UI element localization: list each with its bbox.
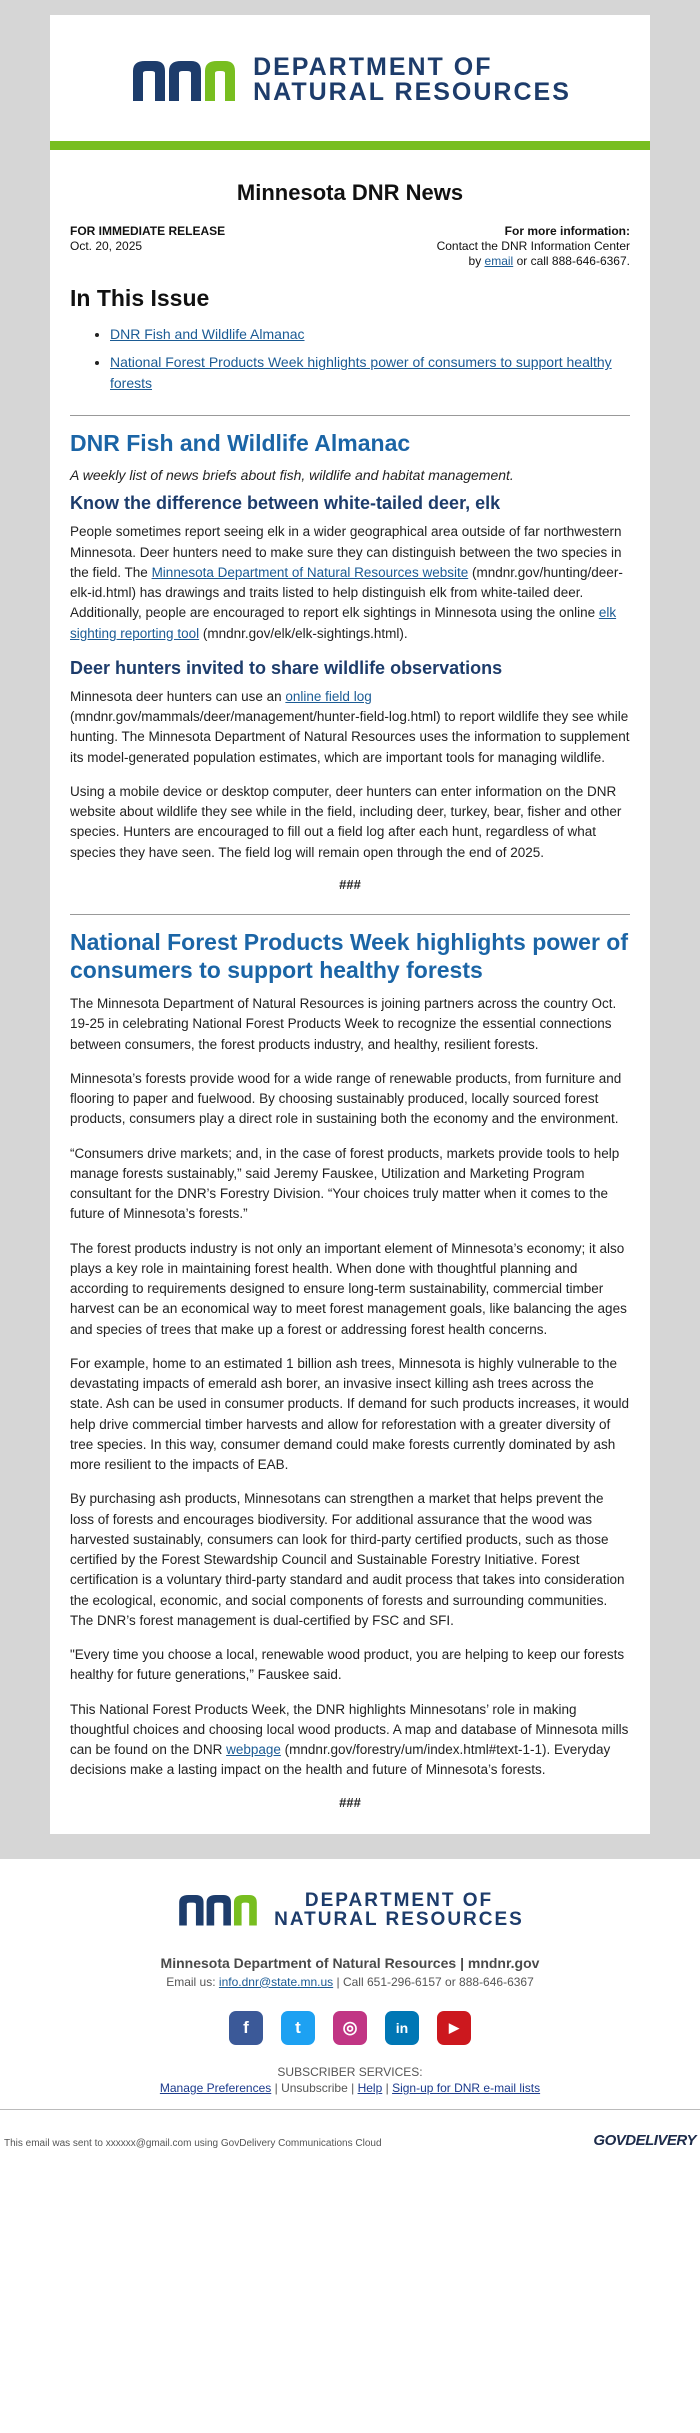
newsletter-title: Minnesota DNR News [236, 180, 464, 205]
footer [0, 1859, 700, 2149]
story2-paragraph-2: Using a mobile device or desktop computer, deer hunters can enter information on the DNR website about wildlife they see while in the field, including deer, turkey, bear, fisher and other species. Hunters are encouraged to fill out a field log after each hunt, regardless of what species they have seen. The field log will remain open through the end of 2025. [70, 783, 622, 860]
release-left [70, 224, 225, 269]
logo-line1: DEPARTMENT OF [253, 53, 493, 81]
logo-line2: NATURAL RESOURCES [253, 78, 571, 106]
logo-wordmark [253, 55, 571, 105]
release-date: Oct. 20, 2025 [70, 239, 143, 253]
info-label: For more information: [504, 224, 630, 238]
mills-webpage-link[interactable]: webpage [226, 1742, 281, 1758]
facebook-icon[interactable]: f [229, 2011, 263, 2045]
divider [70, 914, 630, 915]
toc-item [110, 352, 630, 393]
info-phone: or call 888-646-6367. [516, 254, 630, 268]
unsubscribe-link[interactable]: Unsubscribe [281, 2080, 348, 2095]
release-info [70, 224, 630, 269]
story2-paragraph-1: Minnesota deer hunters can use an online field log (mndnr.gov/mammals/deer/management/hunter-field-log.html) to report wildlife they see while hunting. The Minnesota Department of Natural Resources uses the information to supplement its model-generated population estimates, which are important tools for managing wildlife. [70, 688, 630, 765]
header-logo [50, 15, 650, 141]
social-links [0, 2011, 700, 2045]
forest-paragraph-last: This National Forest Products Week, the DNR highlights Minnesotans’ role in making thoughtful choices and choosing local wood products. A map and database of Minnesota mills can be found on the DNR webpage (mndnr.gov/forestry/um/index.html#text-1-1). Everyday decisions make a lasting impact on the health and future of Minnesota’s forests. [70, 1701, 629, 1778]
main-content [50, 150, 650, 1834]
forest-paragraph: For example, home to an estimated 1 billion ash trees, Minnesota is highly vulnerable to the devastating impacts of emerald ash borer, an invasive insect killing ash trees across the state. Ash can be used in consumer products. If demand for such products increases, it would help drive commercial timber harvests and allow for reforestation with a greater diversity of tree species. In this way, consumer demand could make forests currently dominated by ash more resilient to the impacts of EAB. [70, 1355, 630, 1473]
toc-link-almanac[interactable]: DNR Fish and Wildlife Almanac [110, 326, 305, 342]
forest-paragraph: The forest products industry is not only an important element of Minnesota’s economy; it also plays a key role in maintaining forest health. When done with thoughtful planning and according to requirements designed to ensure long-term sustainability, commercial timber harvest can be an economical way to meet forest management goals, like balancing the ages and species of trees that make up a forest or addressing forest health concerns. [70, 1240, 627, 1337]
info-by: by [468, 254, 482, 268]
end-mark: ### [339, 876, 361, 892]
subscriber-links: Manage Preferences | Unsubscribe | Help | Sign-up for DNR e-mail lists [159, 2080, 541, 2095]
logo-wordmark: DEPARTMENT OF NATURAL RESOURCES [274, 1889, 524, 1930]
mn-logo-mark [129, 57, 239, 103]
forest-paragraph: Minnesota’s forests provide wood for a wide range of renewable products, from furniture and flooring to paper and fuelwood. By choosing sustainably produced, locally sourced forest products, consumers play a direct role in sustaining both the economy and the environment. [70, 1070, 622, 1127]
dnr-logo [129, 55, 571, 105]
instagram-icon[interactable]: ◎ [333, 2011, 367, 2045]
divider [70, 415, 630, 416]
toc-link-forest[interactable]: National Forest Products Week highlights power of consumers to support healthy forests [110, 354, 612, 391]
footer-contact: Email us: info.dnr@state.mn.us | Call 651-296-6157 or 888-646-6367 [166, 1974, 534, 1989]
help-link[interactable]: Help [357, 2080, 383, 2095]
youtube-icon[interactable]: ▶ [437, 2011, 471, 2045]
story1-paragraph: People sometimes report seeing elk in a wider geographical area outside of far northwestern Minnesota. Deer hunters need to make sure they can distinguish between the two species in the field. The Minnesota Department of Natural Resources website (mndnr.gov/hunting/deer-elk-id.html) has drawings and traits listed to help distinguish elk from white-tailed deer. Additionally, people are encouraged to report elk sightings in Minnesota using the online elk sighting reporting tool (mndnr.gov/elk/elk-sightings.html). [70, 524, 623, 641]
govdelivery-logo[interactable]: GOVDELIVERY [593, 2131, 696, 2149]
forest-paragraph: The Minnesota Department of Natural Resources is joining partners across the country Oct. 19-25 in celebrating National Forest Products Week to recognize the essential connections between consumers, the forest products industry, and healthy, resilient forests. [70, 996, 617, 1052]
info-email-link[interactable]: email [484, 254, 514, 268]
manage-preferences-link[interactable]: Manage Preferences [159, 2080, 272, 2095]
subscriber-label: SUBSCRIBER SERVICES: [277, 2064, 423, 2079]
forest-paragraph: "Every time you choose a local, renewable wood product, you are helping to keep our forests healthy for future generations,” Fauskee said. [70, 1647, 625, 1683]
sent-to-notice: This email was sent to xxxxxx@gmail.com using GovDelivery Communications Cloud [4, 2137, 382, 2149]
elk-reporting-tool-link[interactable]: elk sighting reporting tool [70, 605, 617, 641]
footer-logo [0, 1891, 700, 1929]
footer-site: mndnr.gov [467, 1954, 540, 1971]
end-mark: ### [339, 1794, 361, 1810]
story1-heading: Know the difference between white-tailed deer, elk [70, 493, 501, 514]
newsletter-card [50, 15, 650, 1834]
bottom-bar [0, 2109, 700, 2149]
almanac-subtitle: A weekly list of news briefs about fish, wildlife and habitat management. [70, 467, 514, 484]
footer-email-link[interactable]: info.dnr@state.mn.us [218, 1974, 334, 1989]
toc-heading: In This Issue [70, 285, 210, 311]
release-right [437, 224, 630, 269]
linkedin-icon[interactable]: in [385, 2011, 419, 2045]
release-label: FOR IMMEDIATE RELEASE [70, 224, 226, 238]
header-accent-bar [50, 141, 650, 150]
info-line: Contact the DNR Information Center [436, 239, 630, 253]
forest-title: National Forest Products Week highlights power of consumers to support healthy forests [70, 928, 629, 983]
toc-item [110, 324, 630, 344]
field-log-link[interactable]: online field log [285, 688, 372, 704]
signup-link[interactable]: Sign-up for DNR e-mail lists [392, 2080, 541, 2095]
forest-paragraph: By purchasing ash products, Minnesotans can strengthen a market that helps prevent the loss of forests and encourages biodiversity. For additional assurance that the wood was harvested sustainably, consumers can look for third-party certified products, such as those certified by the Forest Stewardship Council and Sustainable Forestry Initiative. Forest certification is a voluntary third-party standard and audit process that takes into consideration the ecological, economic, and social components of forests and surrounding communities. The DNR’s forest management is dual-certified by FSC and SFI. [70, 1491, 625, 1628]
footer-org: Minnesota Department of Natural Resources | mndnr.gov [160, 1954, 540, 1971]
dnr-website-link[interactable]: Minnesota Department of Natural Resources website [151, 564, 469, 580]
forest-paragraph: “Consumers drive markets; and, in the case of forest products, markets provide tools to help manage forests sustainably,” said Jeremy Fauskee, Utilization and Marketing Program consultant for the DNR’s Forestry Division. “Your choices truly matter when it comes to the future of Minnesota’s forests.” [70, 1145, 620, 1222]
footer-inner [0, 1859, 700, 2095]
mn-logo-mark [176, 1892, 260, 1927]
toc-list [110, 324, 630, 393]
almanac-title: DNR Fish and Wildlife Almanac [70, 429, 411, 456]
twitter-icon[interactable]: t [281, 2011, 315, 2045]
story2-heading: Deer hunters invited to share wildlife observations [70, 657, 503, 678]
